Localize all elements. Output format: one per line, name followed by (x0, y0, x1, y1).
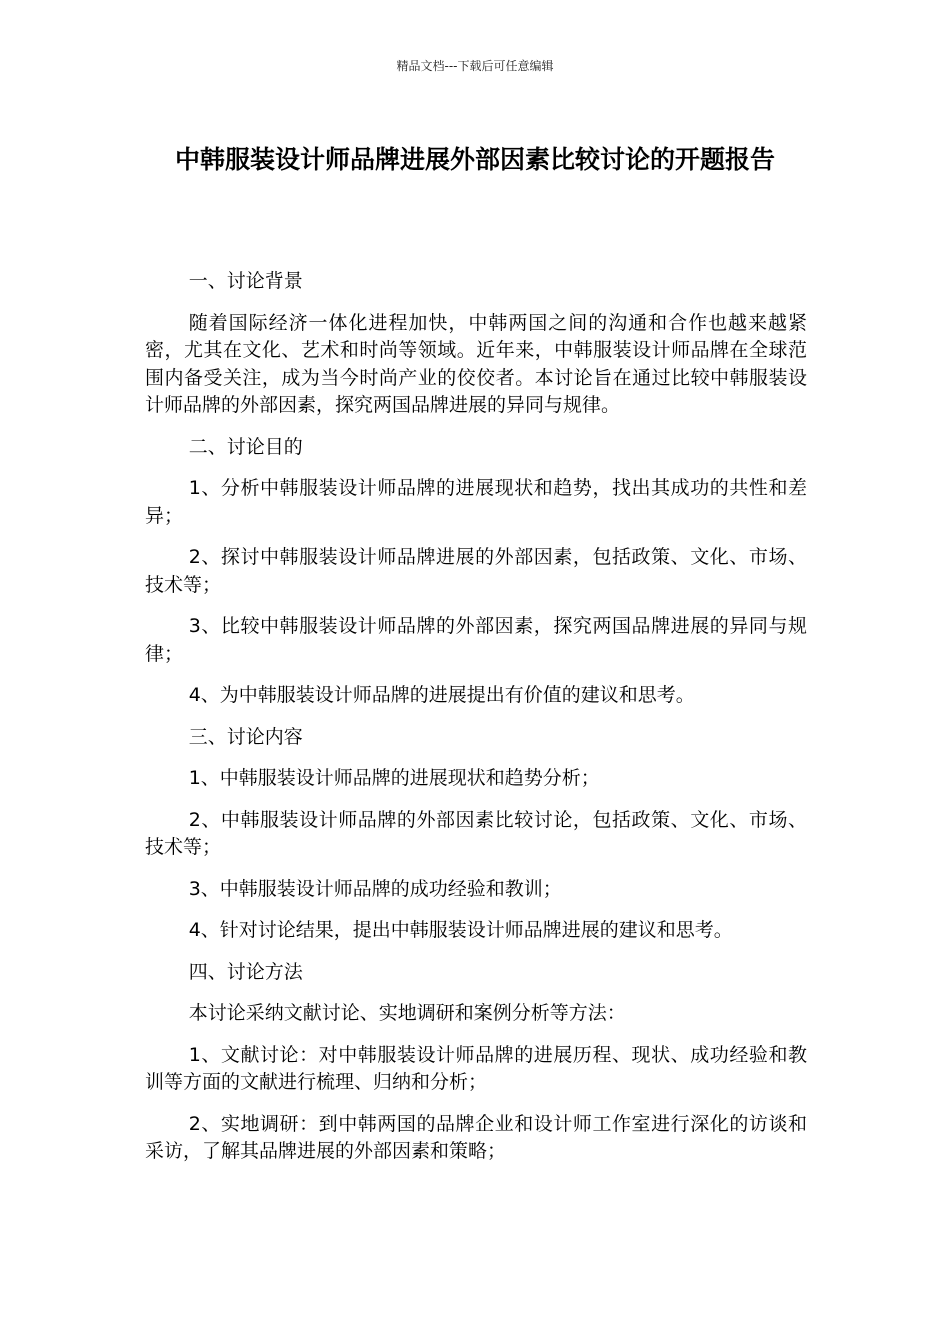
section-heading-purpose: 二、讨论目的 (188, 435, 303, 458)
content-item-3: 3、中韩服装设计师品牌的成功经验和教训； (188, 877, 562, 900)
content-item-2: 2、中韩服装设计师品牌的外部因素比较讨论，包括政策、文化、市场、技术等； (145, 808, 807, 858)
document-title: 中韩服装设计师品牌进展外部因素比较讨论的开题报告 (174, 145, 775, 174)
purpose-item-2: 2、探讨中韩服装设计师品牌进展的外部因素，包括政策、文化、市场、技术等； (145, 546, 807, 596)
section-heading-background: 一、讨论背景 (188, 270, 303, 292)
purpose-item-4: 4、为中韩服装设计师品牌的进展提出有价值的建议和思考。 (188, 684, 695, 706)
page-header: 精品文档---下载后可任意编辑 (396, 59, 554, 73)
section-heading-content: 三、讨论内容 (188, 725, 303, 748)
content-item-1: 1、中韩服装设计师品牌的进展现状和趋势分析； (188, 767, 600, 789)
purpose-item-3: 3、比较中韩服装设计师品牌的外部因素，探究两国品牌进展的异同与规律； (145, 615, 807, 665)
content-item-4: 4、针对讨论结果，提出中韩服装设计师品牌进展的建议和思考。 (188, 919, 733, 941)
section-heading-method: 四、讨论方法 (188, 960, 303, 983)
document-body (145, 268, 807, 1180)
method-intro: 本讨论采纳文献讨论、实地调研和案例分析等方法： (188, 1002, 626, 1024)
method-item-1: 1、文献讨论：对中韩服装设计师品牌的进展历程、现状、成功经验和教训等方面的文献进行梳理、归纳和分析； (145, 1043, 807, 1093)
paragraph-background: 随着国际经济一体化进程加快，中韩两国之间的沟通和合作也越来越紧密，尤其在文化、艺术和时尚等领域。近年来，中韩服装设计师品牌在全球范围内备受关注，成为当今时尚产业的佼佼者。本讨论旨在通过比较中韩服装设计师品牌的外部因素，探究两国品牌进展的异同与规律。 (145, 311, 807, 416)
method-item-2: 2、实地调研：到中韩两国的品牌企业和设计师工作室进行深化的访谈和采访，了解其品牌进展的外部因素和策略； (145, 1112, 807, 1162)
purpose-item-1: 1、分析中韩服装设计师品牌的进展现状和趋势，找出其成功的共性和差异； (145, 477, 807, 527)
